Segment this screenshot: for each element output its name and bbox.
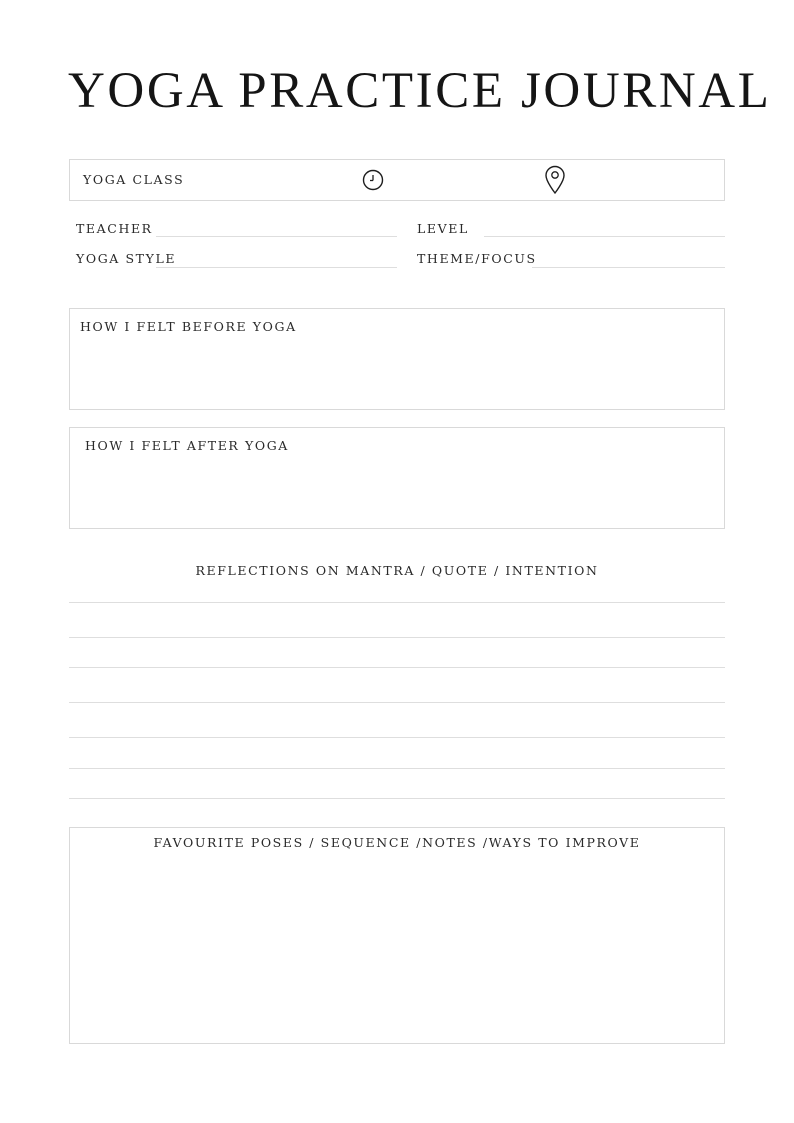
felt-before-label: HOW I FELT BEFORE YOGA	[80, 319, 297, 334]
theme-focus-label: THEME/FOCUS	[417, 251, 537, 266]
felt-after-box[interactable]	[69, 427, 725, 529]
yoga-style-label: YOGA STYLE	[76, 251, 177, 266]
teacher-label: TEACHER	[76, 221, 153, 236]
page-title: YOGA PRACTICE JOURNAL	[68, 63, 772, 119]
yoga-class-box	[69, 159, 725, 201]
reflection-line[interactable]	[69, 667, 725, 668]
felt-before-box[interactable]	[69, 308, 725, 410]
reflection-line[interactable]	[69, 637, 725, 638]
clock-icon	[362, 169, 384, 195]
level-label: LEVEL	[417, 221, 469, 236]
favourite-poses-label: FAVOURITE POSES / SEQUENCE /NOTES /WAYS TO IMPROVE	[153, 835, 641, 850]
reflection-line[interactable]	[69, 737, 725, 738]
yoga-class-label: YOGA CLASS	[83, 172, 185, 187]
reflection-line[interactable]	[69, 602, 725, 603]
theme-focus-line[interactable]	[532, 267, 725, 268]
favourite-poses-box[interactable]	[69, 827, 725, 1044]
reflection-line[interactable]	[69, 702, 725, 703]
reflection-line[interactable]	[69, 768, 725, 769]
yoga-style-line[interactable]	[156, 267, 397, 268]
reflection-line[interactable]	[69, 798, 725, 799]
reflections-heading: REFLECTIONS ON MANTRA / QUOTE / INTENTION	[195, 563, 599, 578]
level-line[interactable]	[484, 236, 725, 237]
felt-after-label: HOW I FELT AFTER YOGA	[85, 438, 289, 453]
map-pin-icon	[544, 165, 566, 199]
teacher-line[interactable]	[156, 236, 397, 237]
